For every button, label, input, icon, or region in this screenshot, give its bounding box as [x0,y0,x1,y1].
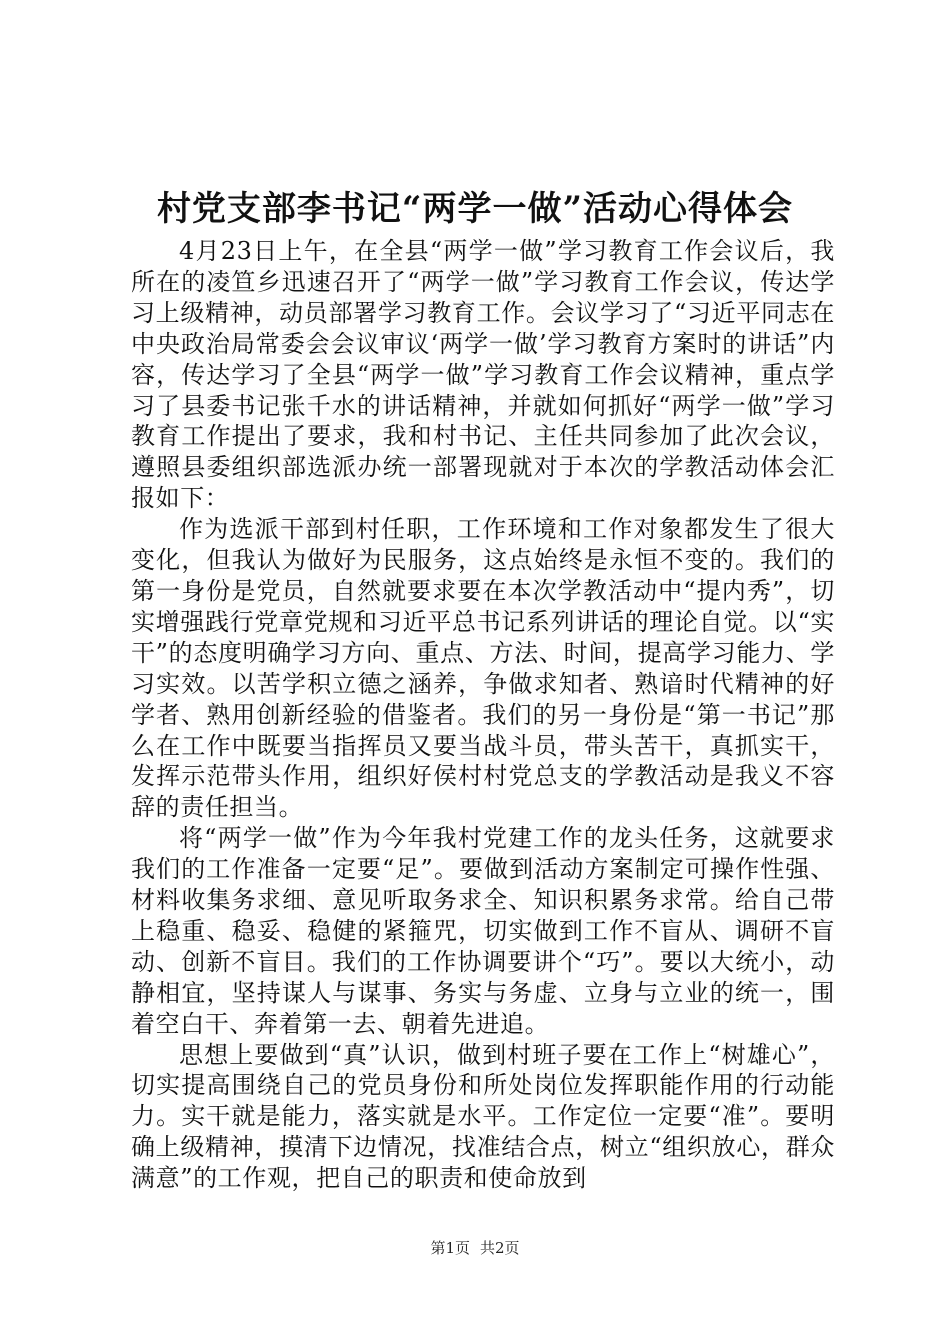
page-number: 第1页 [430,1239,470,1257]
page-footer [0,1238,950,1258]
document-body [131,236,835,1194]
document-title: 村党支部李书记“两学一做”活动心得体会 [156,189,794,229]
page-total: 共2页 [480,1239,520,1257]
body-paragraph-2: 作为选派干部到村任职，工作环境和工作对象都发生了很大变化，但我认为做好为民服务，这点始终是永恒不变的。我们的第一身份是党员，自然就要求要在本次学教活动中“提内秀”，切实增强践行党章党规和习近平总书记系列讲话的理论自觉。以“实干”的态度明确学习方向、重点、方法、时间，提高学习能力、学习实效。以苦学积立德之涵养，争做求知者、熟谙时代精神的好学者、熟用创新经验的借鉴者。我们的另一身份是“第一书记”那么在工作中既要当指挥员又要当战斗员，带头苦干，真抓实干，发挥示范带头作用，组织好侯村村党总支的学教活动是我义不容辞的责任担当。 [131,515,835,822]
body-paragraph-1: 4月23日上午，在全县“两学一做”学习教育工作会议后，我所在的凌笪乡迅速召开了“两学一做”学习教育工作会议，传达学习上级精神，动员部署学习教育工作。会议学习了“习近平同志在中央政治局常委会会议审议‘两学一做’学习教育方案时的讲话”内容，传达学习了全县“两学一做”学习教育工作会议精神，重点学习了县委书记张千水的讲话精神，并就如何抓好“两学一做”学习教育工作提出了要求，我和村书记、主任共同参加了此次会议，遵照县委组织部选派办统一部署现就对于本次的学教活动体会汇报如下： [131,237,835,513]
body-paragraph-4: 思想上要做到“真”认识，做到村班子要在工作上“树雄心”，切实提高围绕自己的党员身份和所处岗位发挥职能作用的行动能力。实干就是能力，落实就是水平。工作定位一定要“准”。要明确上级精神，摸清下边情况，找准结合点，树立“组织放心，群众满意”的工作观，把自己的职责和使命放到 [131,1040,835,1193]
body-paragraph-3: 将“两学一做”作为今年我村党建工作的龙头任务，这就要求我们的工作准备一定要“足”。要做到活动方案制定可操作性强、材料收集务求细、意见听取务求全、知识积累务求常。给自己带上稳重、稳妥、稳健的紧箍咒，切实做到工作不盲从、调研不盲动、创新不盲目。我们的工作协调要讲个“巧”。要以大统小，动静相宜，坚持谋人与谋事、务实与务虚、立身与立业的统一，围着空白干、奔着第一去、朝着先进追。 [131,824,835,1038]
